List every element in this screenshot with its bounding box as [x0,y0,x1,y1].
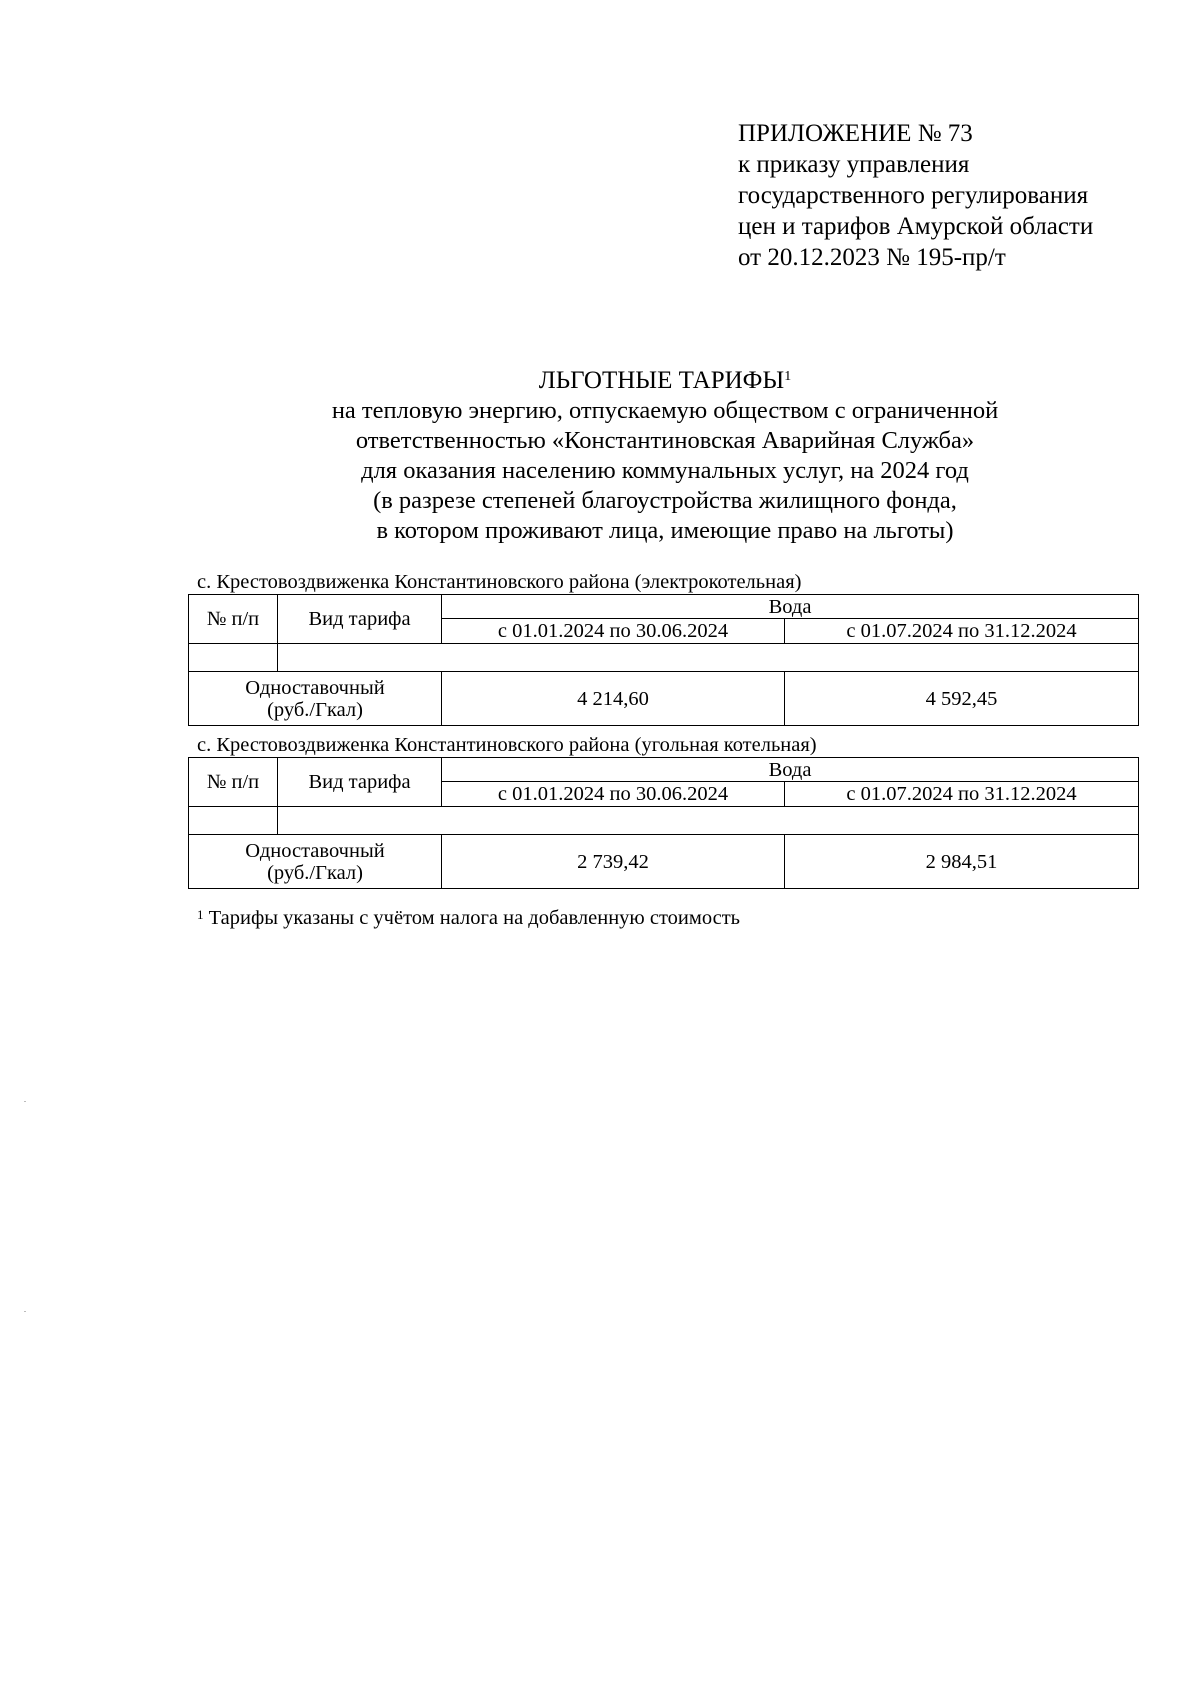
footnote-reference: 1 [784,369,792,384]
header-tariff-type: Вид тарифа [278,595,442,644]
value-period-2: 2 984,51 [785,835,1139,889]
table-caption: с. Крестовоздвиженка Константиновского района (электрокотельная) [197,571,802,593]
table-row [189,672,1139,726]
table-header-row [189,595,1139,619]
header-number: № п/п [189,595,278,644]
document-title [160,366,1170,546]
appendix-number: ПРИЛОЖЕНИЕ № 73 [738,120,973,147]
row-label: Одноставочный (руб./Гкал) [189,672,442,726]
scan-speck [24,1311,26,1312]
header-number: № п/п [189,758,278,807]
empty-cell [189,644,278,672]
footnote [197,906,740,930]
title-line: (в разрезе степеней благоустройства жилищного фонда, [373,487,957,514]
header-period-1: с 01.01.2024 по 30.06.2024 [442,619,785,644]
footnote-text: Тарифы указаны с учётом налога на добавленную стоимость [203,907,741,929]
header-water: Вода [442,758,1139,782]
appendix-line: цен и тарифов Амурской области [738,213,1094,240]
header-water: Вода [442,595,1139,619]
title-line: в котором проживают лица, имеющие право на льготы) [376,517,954,544]
scan-speck [24,1101,26,1102]
header-period-2: с 01.07.2024 по 31.12.2024 [785,619,1139,644]
title-line: ответственностью «Константиновская Аварийная Служба» [355,427,975,454]
empty-cell [189,807,278,835]
appendix-header [738,118,1093,273]
header-tariff-type: Вид тарифа [278,758,442,807]
value-period-1: 4 214,60 [442,672,785,726]
title-heading: ЛЬГОТНЫЕ ТАРИФЫ$^1$ [538,367,792,394]
tariff-table-electric [188,594,1139,726]
value-period-2: 4 592,45 [785,672,1139,726]
table-caption: с. Крестовоздвиженка Константиновского района (угольная котельная) [197,734,817,756]
header-period-2: с 01.07.2024 по 31.12.2024 [785,782,1139,807]
appendix-line: государственного регулирования [738,182,1089,209]
row-label: Одноставочный (руб./Гкал) [189,835,442,889]
empty-cell [278,807,1139,835]
table-row [189,835,1139,889]
appendix-date: от 20.12.2023 № 195-пр/т [738,244,1006,271]
footnote-mark: 1 [197,907,204,922]
tariff-table-coal [188,757,1139,889]
table-row [189,644,1139,672]
table-row [189,807,1139,835]
title-line: на тепловую энергию, отпускаемую обществом с ограниченной [331,397,999,424]
appendix-line: к приказу управления [738,151,970,178]
table-header-row [189,758,1139,782]
empty-cell [278,644,1139,672]
title-line: для оказания населению коммунальных услуг, на 2024 год [361,457,969,484]
value-period-1: 2 739,42 [442,835,785,889]
header-period-1: с 01.01.2024 по 30.06.2024 [442,782,785,807]
